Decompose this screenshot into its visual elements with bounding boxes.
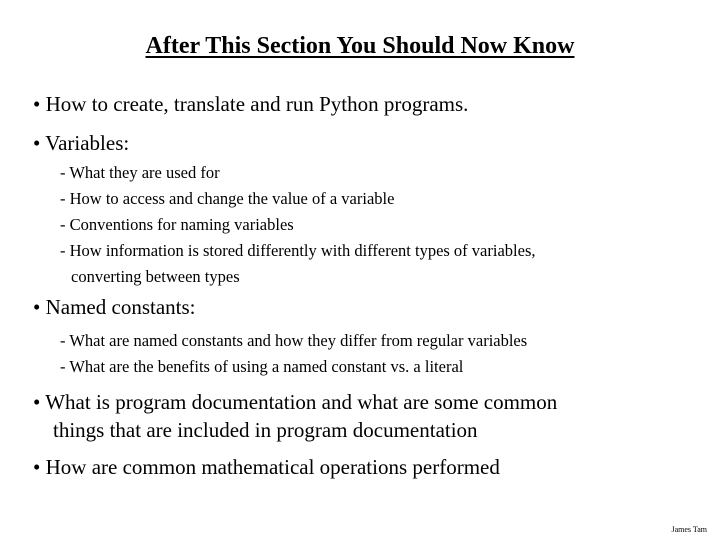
bullet-text: Variables: [45, 131, 130, 155]
sub-item-marker: - [60, 163, 66, 182]
sub-item-marker: - [60, 241, 66, 260]
sub-item-text: What are the benefits of using a named constant vs. a literal [69, 357, 464, 376]
bullet-text: Named constants: [45, 295, 196, 319]
variables-sub-list [60, 160, 535, 290]
sub-item [60, 238, 535, 290]
sub-item-text: How to access and change the value of a variable [69, 189, 395, 208]
sub-item-marker: - [60, 357, 66, 376]
slide-title-text: After This Section You Should Now Know [145, 33, 575, 59]
bullet-marker: • [33, 131, 41, 155]
sub-item-marker: - [60, 189, 66, 208]
sub-item-marker: - [60, 331, 66, 350]
sub-item [60, 328, 527, 354]
slide-title [0, 30, 720, 62]
sub-item [60, 354, 527, 380]
footer-author: James Tam [671, 525, 707, 534]
sub-item [60, 186, 535, 212]
bullet-program-documentation [33, 388, 557, 444]
bullet-variables [33, 129, 129, 157]
bullet-marker: • [33, 295, 41, 319]
sub-item-text: How information is stored differently with different types of variables, [69, 241, 536, 260]
bullet-text-continuation: things that are included in program documentation [53, 418, 478, 442]
named-constants-sub-list [60, 328, 527, 380]
bullet-python-programs [33, 90, 468, 118]
sub-item-marker: - [60, 215, 66, 234]
bullet-text: What is program documentation and what are some common [45, 390, 558, 414]
bullet-marker: • [33, 390, 41, 414]
sub-item-text: Conventions for naming variables [69, 215, 294, 234]
sub-item-text: What they are used for [69, 163, 220, 182]
bullet-text: How are common mathematical operations performed [45, 455, 500, 479]
sub-item-text-continuation: converting between types [71, 267, 240, 286]
sub-item [60, 212, 535, 238]
bullet-marker: • [33, 455, 41, 479]
bullet-marker: • [33, 92, 41, 116]
sub-item [60, 160, 535, 186]
bullet-math-operations [33, 453, 500, 481]
bullet-named-constants [33, 293, 196, 321]
bullet-text: How to create, translate and run Python programs. [45, 92, 469, 116]
sub-item-text: What are named constants and how they differ from regular variables [69, 331, 528, 350]
